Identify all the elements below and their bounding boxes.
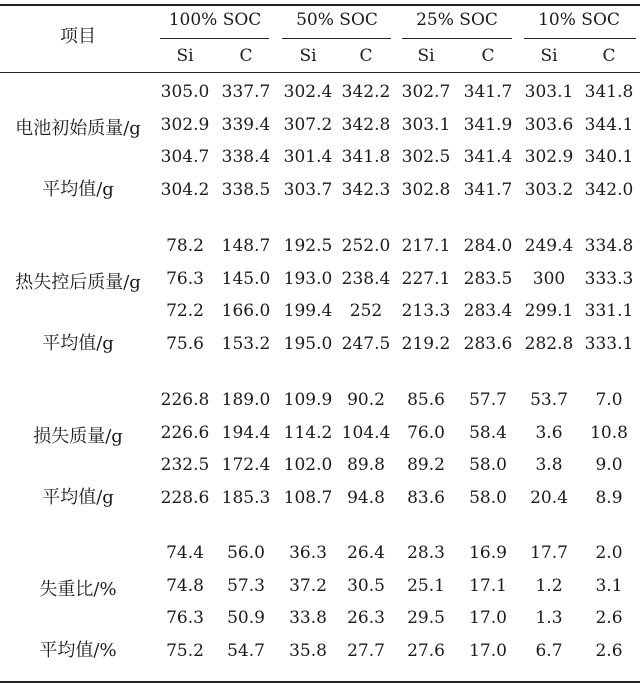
bottom-rule — [0, 681, 640, 683]
cell-value: 53.7 — [530, 390, 568, 410]
cell-value: 27.6 — [407, 640, 445, 661]
cell-value: 185.3 — [221, 487, 271, 508]
cell-value: 226.6 — [160, 422, 210, 443]
cell-value: 194.4 — [221, 422, 271, 443]
cell-value: 89.2 — [407, 455, 445, 475]
cell-value: 303.6 — [524, 114, 574, 135]
subcol-header: C — [239, 46, 253, 66]
cell-value: 342.2 — [341, 82, 391, 102]
cell-value: 247.5 — [341, 333, 391, 354]
group-header-1: 100% SOC — [168, 10, 262, 30]
avg-label: 平均值/g — [42, 332, 114, 354]
cell-value: 17.1 — [469, 575, 507, 596]
cell-value: 3.1 — [595, 575, 623, 596]
cell-value: 57.7 — [469, 390, 507, 410]
cell-value: 58.0 — [469, 455, 507, 475]
cell-value: 282.8 — [524, 333, 574, 354]
cell-value: 339.4 — [221, 114, 271, 135]
cell-value: 8.9 — [595, 487, 623, 508]
cell-value: 90.2 — [347, 390, 385, 410]
cell-value: 57.3 — [227, 575, 265, 596]
cell-value: 6.7 — [535, 640, 563, 661]
cell-value: 284.0 — [463, 236, 513, 256]
group-header-3: 25% SOC — [416, 10, 498, 30]
cell-value: 104.4 — [341, 422, 391, 443]
cell-value: 76.0 — [407, 422, 445, 443]
subcol-header: Si — [176, 46, 194, 66]
cell-value: 301.4 — [283, 147, 333, 167]
subcol-header: C — [602, 46, 616, 66]
cell-value: 341.7 — [463, 179, 513, 200]
cell-value: 2.6 — [595, 640, 623, 661]
cell-value: 302.7 — [401, 82, 451, 102]
avg-label: 平均值/g — [42, 486, 114, 508]
cell-value: 199.4 — [283, 301, 333, 321]
cell-value: 344.1 — [584, 114, 634, 135]
cell-value: 10.8 — [590, 422, 628, 443]
cell-value: 30.5 — [347, 575, 385, 596]
cell-value: 109.9 — [283, 390, 333, 410]
cell-value: 303.2 — [524, 179, 574, 200]
cell-value: 341.8 — [584, 82, 634, 102]
cell-value: 75.6 — [166, 333, 204, 354]
group-underline-3 — [402, 38, 512, 39]
cell-value: 303.1 — [524, 82, 574, 102]
cell-value: 50.9 — [227, 608, 265, 628]
cell-value: 300 — [532, 268, 566, 289]
cell-value: 7.0 — [595, 390, 623, 410]
cell-value: 302.9 — [160, 114, 210, 135]
cell-value: 213.3 — [401, 301, 451, 321]
cell-value: 252 — [349, 301, 383, 321]
cell-value: 341.4 — [463, 147, 513, 167]
cell-value: 333.1 — [584, 333, 634, 354]
cell-value: 304.7 — [160, 147, 210, 167]
cell-value: 20.4 — [530, 487, 568, 508]
cell-value: 341.9 — [463, 114, 513, 135]
cell-value: 337.7 — [221, 82, 271, 102]
group-underline-4 — [524, 38, 636, 39]
cell-value: 303.7 — [283, 179, 333, 200]
cell-value: 153.2 — [221, 333, 271, 354]
avg-label: 平均值/% — [39, 639, 117, 661]
cell-value: 283.5 — [463, 268, 513, 289]
cell-value: 83.6 — [407, 487, 445, 508]
group-underline-1 — [160, 38, 269, 39]
cell-value: 217.1 — [401, 236, 451, 256]
cell-value: 342.8 — [341, 114, 391, 135]
cell-value: 299.1 — [524, 301, 574, 321]
cell-value: 89.8 — [347, 455, 385, 475]
cell-value: 331.1 — [584, 301, 634, 321]
cell-value: 228.6 — [160, 487, 210, 508]
item-header: 项目 — [60, 26, 96, 47]
cell-value: 85.6 — [407, 390, 445, 410]
cell-value: 193.0 — [283, 268, 333, 289]
cell-value: 334.8 — [584, 236, 634, 256]
cell-value: 172.4 — [221, 455, 271, 475]
cell-value: 36.3 — [289, 543, 327, 563]
cell-value: 26.4 — [347, 543, 385, 563]
cell-value: 29.5 — [407, 608, 445, 628]
cell-value: 3.6 — [535, 422, 563, 443]
cell-value: 102.0 — [283, 455, 333, 475]
cell-value: 16.9 — [469, 543, 507, 563]
cell-value: 58.4 — [469, 422, 507, 443]
cell-value: 302.5 — [401, 147, 451, 167]
cell-value: 76.3 — [166, 608, 204, 628]
header-bottom-rule — [0, 72, 640, 73]
subcol-header: Si — [417, 46, 435, 66]
top-rule — [0, 4, 640, 6]
cell-value: 338.5 — [221, 179, 271, 200]
subcol-header: C — [481, 46, 495, 66]
subcol-header: Si — [299, 46, 317, 66]
cell-value: 9.0 — [595, 455, 623, 475]
cell-value: 307.2 — [283, 114, 333, 135]
cell-value: 25.1 — [407, 575, 445, 596]
cell-value: 340.1 — [584, 147, 634, 167]
section-label: 热失控后质量/g — [15, 272, 141, 294]
cell-value: 76.3 — [166, 268, 204, 289]
cell-value: 302.4 — [283, 82, 333, 102]
cell-value: 303.1 — [401, 114, 451, 135]
cell-value: 56.0 — [227, 543, 265, 563]
cell-value: 302.9 — [524, 147, 574, 167]
cell-value: 78.2 — [166, 236, 204, 256]
cell-value: 1.2 — [535, 575, 563, 596]
cell-value: 74.4 — [166, 543, 204, 563]
cell-value: 227.1 — [401, 268, 451, 289]
cell-value: 28.3 — [407, 543, 445, 563]
section-label: 失重比/% — [39, 579, 117, 601]
cell-value: 192.5 — [283, 236, 333, 256]
cell-value: 249.4 — [524, 236, 574, 256]
cell-value: 2.0 — [595, 543, 623, 563]
cell-value: 1.3 — [535, 608, 563, 628]
cell-value: 283.6 — [463, 333, 513, 354]
cell-value: 17.0 — [469, 640, 507, 661]
cell-value: 37.2 — [289, 575, 327, 596]
cell-value: 148.7 — [221, 236, 271, 256]
cell-value: 252.0 — [341, 236, 391, 256]
cell-value: 232.5 — [160, 455, 210, 475]
cell-value: 283.4 — [463, 301, 513, 321]
cell-value: 58.0 — [469, 487, 507, 508]
cell-value: 17.0 — [469, 608, 507, 628]
cell-value: 17.7 — [530, 543, 568, 563]
cell-value: 338.4 — [221, 147, 271, 167]
cell-value: 75.2 — [166, 640, 204, 661]
cell-value: 304.2 — [160, 179, 210, 200]
cell-value: 305.0 — [160, 82, 210, 102]
cell-value: 26.3 — [347, 608, 385, 628]
cell-value: 74.8 — [166, 575, 204, 596]
cell-value: 341.8 — [341, 147, 391, 167]
cell-value: 219.2 — [401, 333, 451, 354]
cell-value: 302.8 — [401, 179, 451, 200]
section-label: 损失质量/g — [33, 426, 123, 448]
section-label: 电池初始质量/g — [15, 118, 141, 140]
cell-value: 341.7 — [463, 82, 513, 102]
group-underline-2 — [282, 38, 391, 39]
cell-value: 342.0 — [584, 179, 634, 200]
subcol-header: C — [359, 46, 373, 66]
cell-value: 238.4 — [341, 268, 391, 289]
cell-value: 27.7 — [347, 640, 385, 661]
cell-value: 35.8 — [289, 640, 327, 661]
cell-value: 166.0 — [221, 301, 271, 321]
subcol-header: Si — [540, 46, 558, 66]
cell-value: 72.2 — [166, 301, 204, 321]
cell-value: 145.0 — [221, 268, 271, 289]
cell-value: 33.8 — [289, 608, 327, 628]
cell-value: 114.2 — [283, 422, 333, 443]
cell-value: 195.0 — [283, 333, 333, 354]
group-header-4: 10% SOC — [538, 10, 620, 30]
group-header-2: 50% SOC — [296, 10, 378, 30]
cell-value: 2.6 — [595, 608, 623, 628]
cell-value: 226.8 — [160, 390, 210, 410]
avg-label: 平均值/g — [42, 178, 114, 200]
cell-value: 54.7 — [227, 640, 265, 661]
cell-value: 333.3 — [584, 268, 634, 289]
cell-value: 94.8 — [347, 487, 385, 508]
cell-value: 3.8 — [535, 455, 563, 475]
cell-value: 189.0 — [221, 390, 271, 410]
cell-value: 342.3 — [341, 179, 391, 200]
cell-value: 108.7 — [283, 487, 333, 508]
